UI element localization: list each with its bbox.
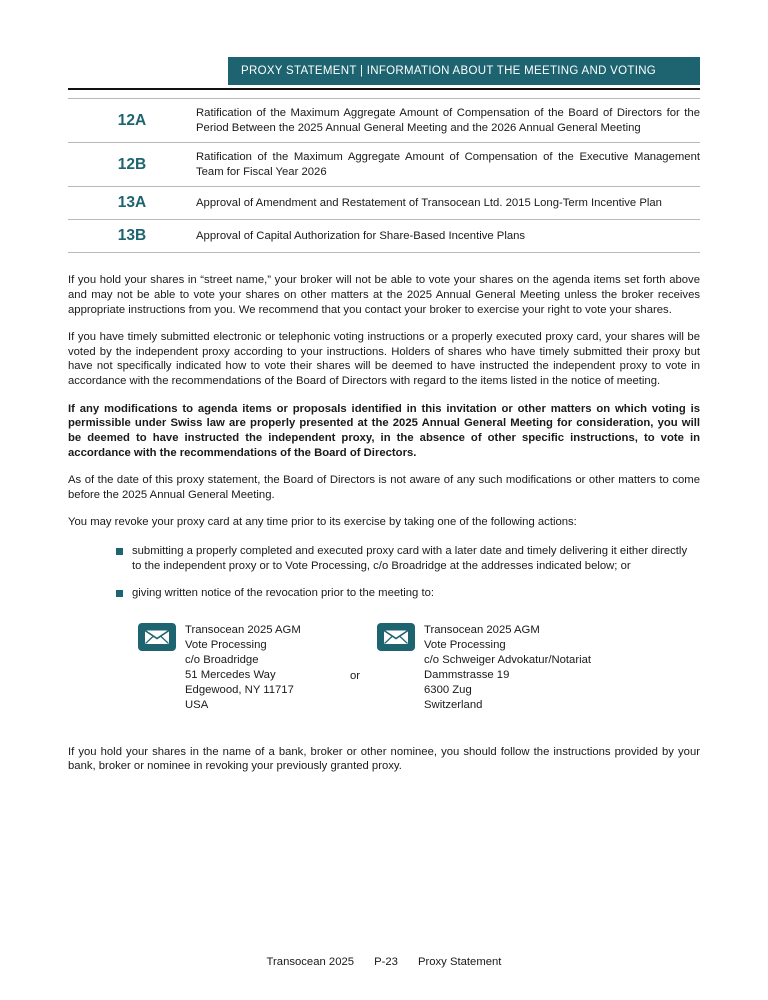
address-line: c/o Schweiger Advokatur/Notariat [424, 653, 592, 666]
address-line: USA [185, 698, 209, 711]
address-lines [185, 623, 333, 713]
footer-page-number: P-23 [374, 956, 398, 968]
paragraph-timely-submitted: If you have timely submitted electronic or telephonic voting instructions or a properly executed proxy card, your shares will be voted by the independent proxy according to your instructions. Holders of shares who have timely submitted their proxy but have not specifically indicated how to vote their shares will be deemed to have instructed the independent proxy to vote in accordance with the recommendations of the Board of Directors with regard to the items listed in the notice of meeting. [68, 330, 700, 388]
page-footer [0, 956, 768, 968]
address-line: Edgewood, NY 11717 [185, 683, 294, 696]
agenda-item-description: Ratification of the Maximum Aggregate Amount of Compensation of the Board of Directors for the Period Between the 2025 Annual General Meeting and the 2026 Annual General Meeting [196, 107, 700, 134]
agenda-item-description: Approval of Capital Authorization for Share-Based Incentive Plans [196, 229, 526, 242]
list-item [116, 544, 690, 574]
footer-company: Transocean 2025 [266, 956, 355, 968]
paragraph-no-modifications: As of the date of this proxy statement, the Board of Directors is not aware of any such modifications or other matters to come before the 2025 Annual General Meeting. [68, 474, 700, 502]
address-line: Transocean 2025 AGM [424, 623, 540, 636]
paragraph-closing: If you hold your shares in the name of a bank, broker or other nominee, you should follow the instructions provided by your bank, broker or nominee in revoking your previously granted proxy. [68, 745, 700, 773]
agenda-item-description: Ratification of the Maximum Aggregate Amount of Compensation of the Executive Management Team for Fiscal Year 2026 [196, 151, 700, 178]
address-lines [424, 623, 591, 713]
agenda-item-description: Approval of Amendment and Restatement of Transocean Ltd. 2015 Long-Term Incentive Plan [196, 196, 662, 209]
table-row [68, 99, 700, 143]
page-header-banner-text: PROXY STATEMENT | INFORMATION ABOUT THE MEETING AND VOTING [241, 65, 657, 77]
bullet-square-icon [116, 548, 123, 555]
agenda-table [68, 98, 700, 253]
header-row [68, 57, 700, 85]
list-item [116, 586, 690, 601]
page-header-banner [228, 57, 700, 85]
address-line: 6300 Zug [424, 683, 472, 696]
mailing-addresses [138, 623, 700, 713]
table-row [68, 220, 700, 253]
address-line: 51 Mercedes Way [185, 668, 276, 681]
address-or-separator: or [349, 669, 361, 682]
address-line: c/o Broadridge [185, 653, 259, 666]
paragraph-modifications-bold: If any modifications to agenda items or proposals identified in this invitation or other matters on which voting is permissible under Swiss law are properly presented at the 2025 Annual General Meeting for consideration, you will be deemed to have instructed the independent proxy, in the absence of other specific instructions, to vote in accordance with the recommendations of the Board of Directors. [68, 402, 700, 459]
paragraph-revoke-intro: You may revoke your proxy card at any time prior to its exercise by taking one of the following actions: [68, 516, 577, 529]
address-line: Switzerland [424, 698, 483, 711]
address-line: Dammstrasse 19 [424, 668, 510, 681]
envelope-icon [138, 623, 176, 656]
envelope-icon [377, 623, 415, 656]
agenda-item-number: 12B [117, 155, 147, 173]
address-block-broadridge [138, 623, 333, 713]
agenda-item-number: 12A [117, 111, 147, 129]
agenda-item-number: 13A [117, 194, 147, 211]
address-block-schweiger [377, 623, 591, 713]
header-rule [68, 88, 700, 90]
paragraph-street-name: If you hold your shares in “street name,” your broker will not be able to vote your shares on the agenda items set forth above and may not be able to vote your shares on other matters at the 2025 Annual General Meeting unless the broker receives appropriate instructions from you. We recommend that you contact your broker to exercise your right to vote your shares. [68, 274, 700, 316]
address-line: Vote Processing [185, 638, 267, 651]
bullet-text: giving written notice of the revocation prior to the meeting to: [132, 586, 435, 599]
bullet-text: submitting a properly completed and executed proxy card with a later date and timely delivering it either directly to the independent proxy or to Vote Processing, c/o Broadridge at the addresses indicated below; or [132, 545, 688, 572]
address-line: Vote Processing [424, 638, 506, 651]
bullet-square-icon [116, 590, 123, 597]
footer-label: Proxy Statement [417, 956, 502, 968]
table-row [68, 187, 700, 220]
agenda-item-number: 13B [117, 227, 147, 244]
revocation-bullet-list [68, 544, 700, 600]
table-row [68, 143, 700, 187]
address-line: Transocean 2025 AGM [185, 623, 301, 636]
